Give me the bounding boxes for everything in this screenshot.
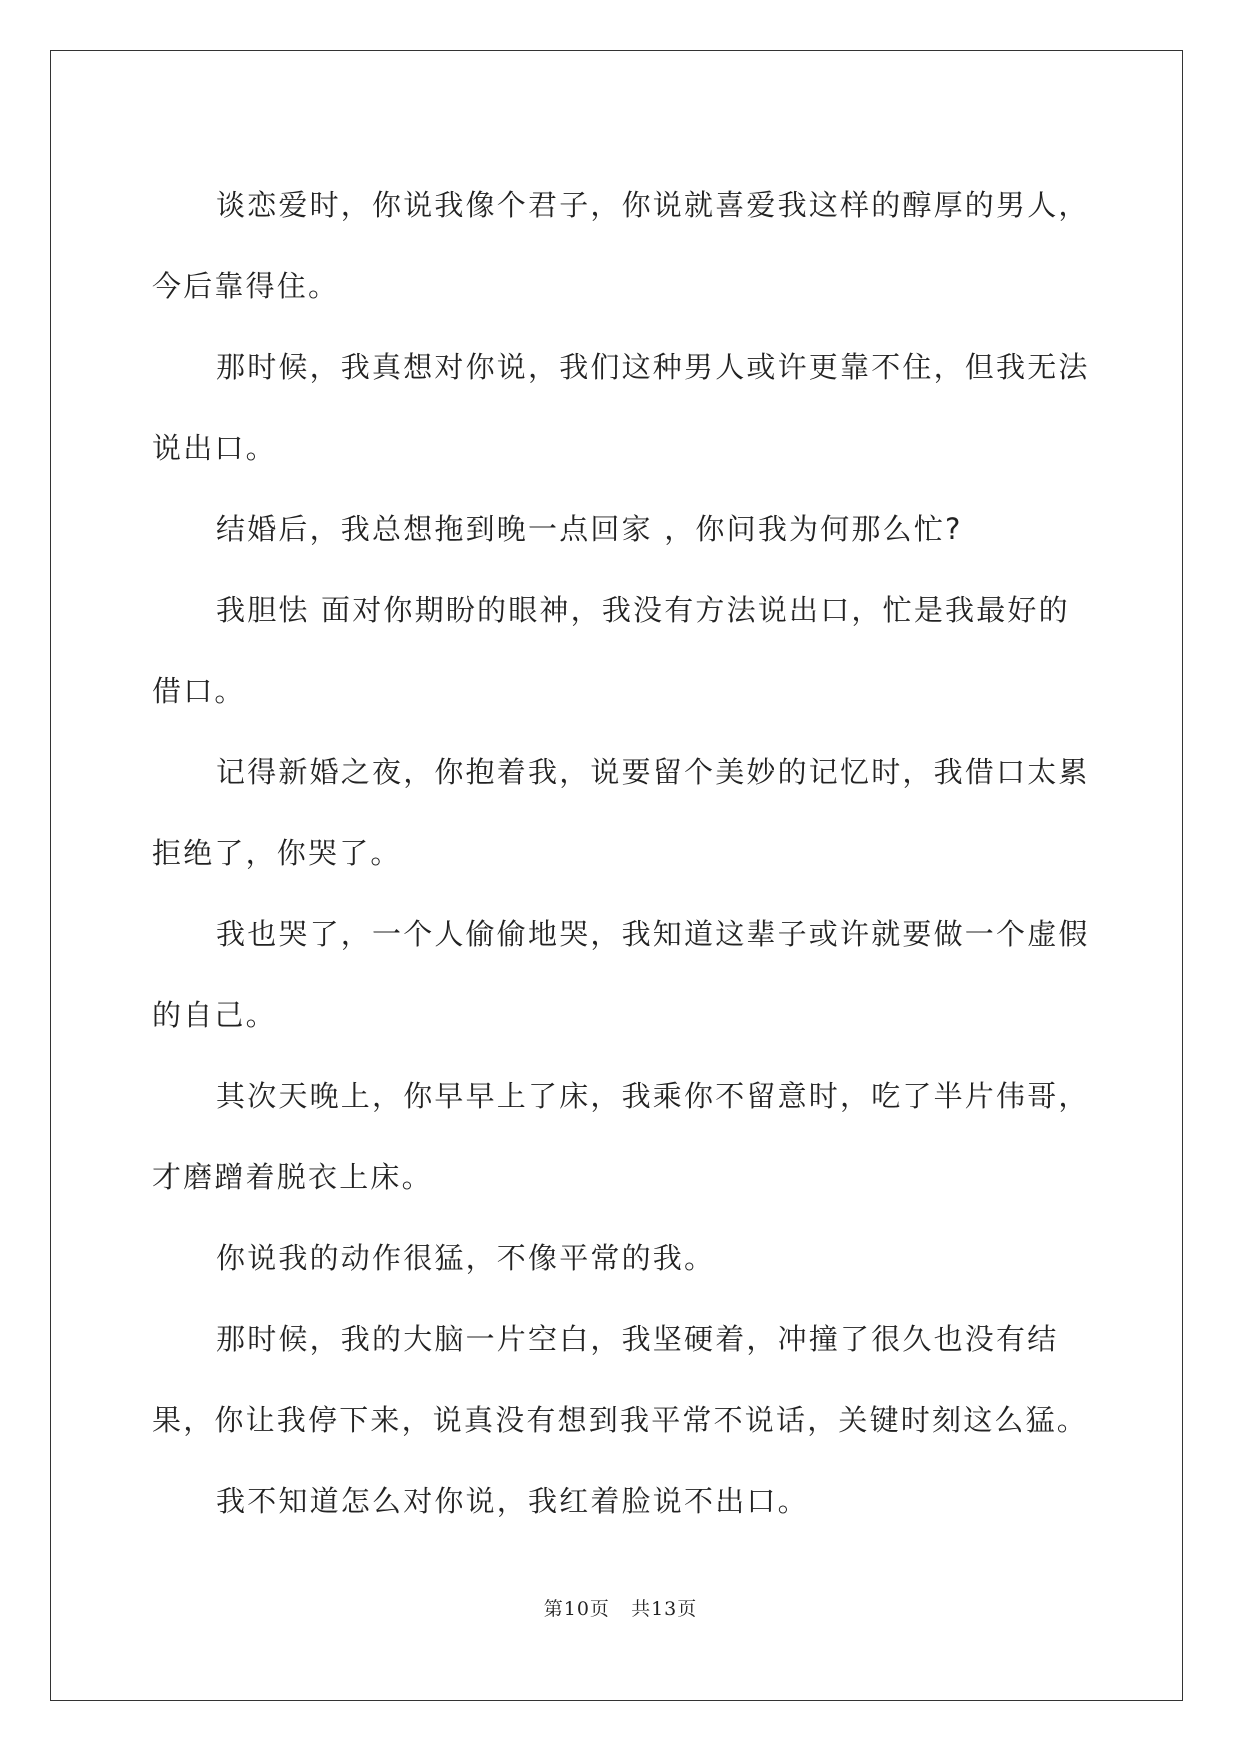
paragraph-7: 其次天晚上，你早早上了床，我乘你不留意时，吃了半片伟哥，才磨蹭着脱衣上床。 — [152, 1079, 1090, 1194]
document-body — [152, 165, 1090, 1542]
paragraph-2: 那时候，我真想对你说，我们这种男人或许更靠不住，但我无法说出口。 — [152, 350, 1090, 465]
paragraph-1: 谈恋爱时，你说我像个君子，你说就喜爱我这样的醇厚的男人，今后靠得住。 — [152, 188, 1090, 303]
paragraph-10: 我不知道怎么对你说，我红着脸说不出口。 — [216, 1484, 809, 1518]
paragraph-9: 那时候，我的大脑一片空白，我坚硬着，冲撞了很久也没有结果，你让我停下来，说真没有想到我平常不说话，关键时刻这么猛。 — [152, 1322, 1089, 1437]
paragraph-5: 记得新婚之夜，你抱着我，说要留个美妙的记忆时，我借口太累拒绝了，你哭了。 — [152, 755, 1090, 870]
page-number: 第10页 — [543, 1598, 610, 1620]
paragraph-4: 我胆怯 面对你期盼的眼神，我没有方法说出口，忙是我最好的借口。 — [152, 593, 1070, 708]
paragraph-8: 你说我的动作很猛，不像平常的我。 — [216, 1241, 716, 1275]
paragraph-3: 结婚后，我总想拖到晚一点回家 ，你问我为何那么忙? — [216, 512, 963, 546]
paragraph-6: 我也哭了，一个人偷偷地哭，我知道这辈子或许就要做一个虚假的自己。 — [152, 917, 1090, 1032]
page-footer — [0, 1594, 1241, 1621]
page-total: 共13页 — [631, 1598, 698, 1620]
